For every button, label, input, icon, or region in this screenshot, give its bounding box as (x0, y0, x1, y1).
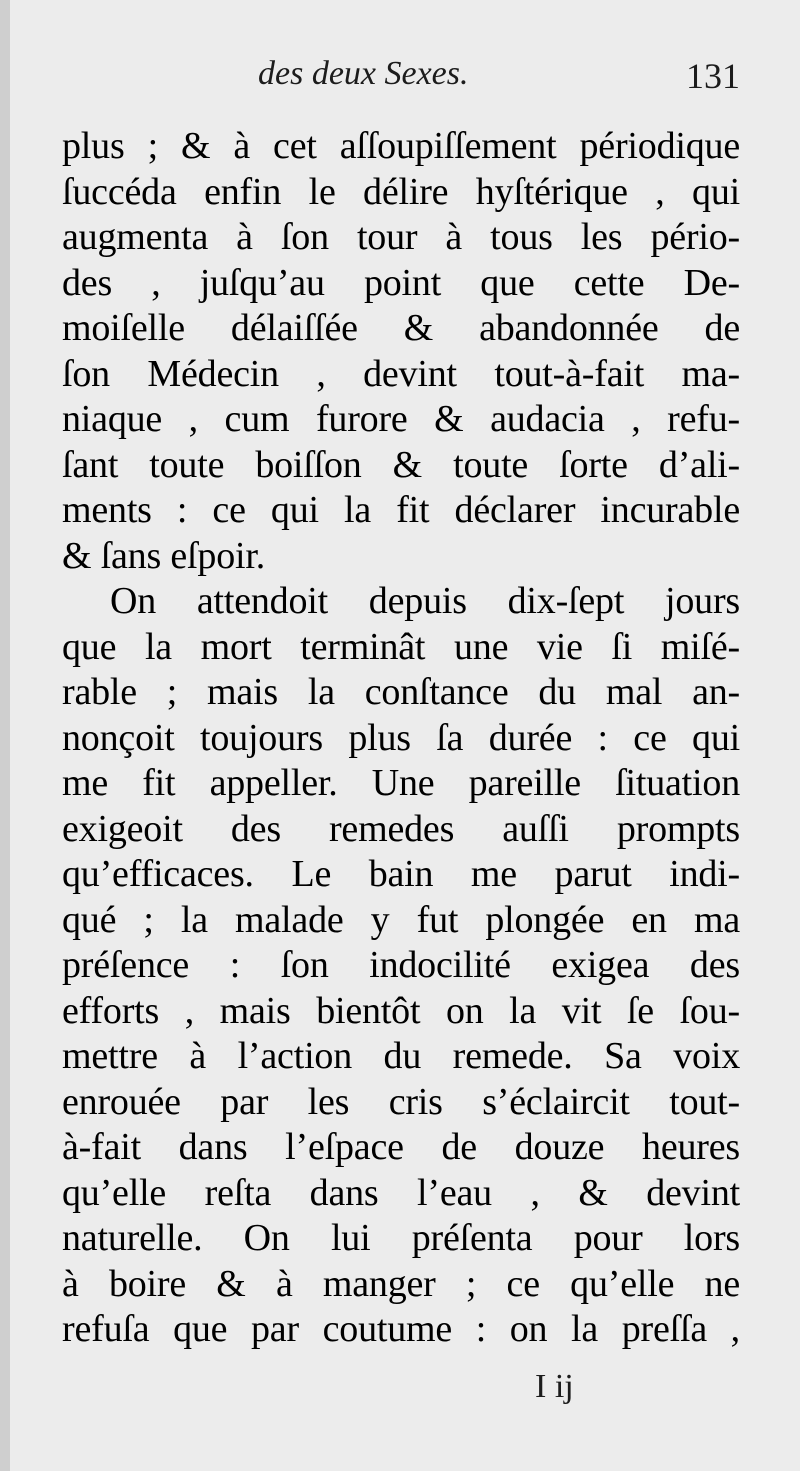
text-line: que la mort terminât une vie ſi miſé- (62, 625, 740, 668)
page-header (62, 55, 740, 105)
text-line: enrouée par les cris s’éclaircit tout- (62, 1080, 740, 1123)
text-line: exigeoit des remedes auſſi prompts (62, 807, 740, 850)
text-line-with-latin (62, 397, 740, 443)
text-line: ments : ce qui la fit déclarer incurable (62, 489, 740, 531)
paragraph-end-line: & ſans eſpoir. (62, 534, 266, 577)
line-segment: niaque , cum furore & audacia , refu- (62, 398, 740, 440)
text-line: à-fait dans l’eſpace de douze heures (62, 1126, 740, 1168)
text-line: augmenta à ſon tour à tous les pério- (62, 216, 740, 258)
text-line: me fit appeller. Une pareille ſituation (62, 762, 740, 804)
text-line: qu’efficaces. Le bain me parut indi- (62, 853, 740, 895)
body-text (62, 124, 740, 1353)
text-line: ſant toute boiſſon & toute ſorte d’ali- (62, 443, 740, 486)
text-line: préſence : ſon indocilité exigea des (62, 944, 740, 986)
text-line: mettre à l’action du remede. Sa voix (62, 1035, 740, 1077)
text-line: ſon Médecin , devint tout-à-fait ma- (62, 352, 740, 395)
text-line: moiſelle délaiſſée & abandonnée de (62, 307, 740, 349)
text-line: rable ; mais la conſtance du mal an- (62, 671, 740, 713)
signature-mark: I ij (535, 1368, 574, 1405)
paragraph-start-line: On attendoit depuis dix-ſept jours (110, 580, 740, 622)
page-number: 131 (686, 56, 740, 96)
text-line: naturelle. On lui préſenta pour lors (62, 1217, 740, 1259)
running-head: des deux Sexes. (258, 55, 469, 92)
text-line: qu’elle reſta dans l’eau , & devint (62, 1171, 740, 1214)
text-line: nonçoit toujours plus ſa durée : ce qui (62, 716, 740, 759)
text-line: efforts , mais bientôt on la vit ſe ſou- (62, 989, 740, 1032)
text-line: des , juſqu’au point que cette De- (62, 261, 740, 304)
text-line: à boire & à manger ; ce qu’elle ne (62, 1262, 740, 1305)
text-line: refuſa que par coutume : on la preſſa , (62, 1308, 740, 1350)
text-line: plus ; & à cet aſſoupiſſement périodique (62, 125, 740, 167)
text-line: ſuccéda enfin le délire hyſtérique , qui (62, 170, 740, 213)
text-line: qué ; la malade y fut plongée en ma (62, 898, 740, 941)
